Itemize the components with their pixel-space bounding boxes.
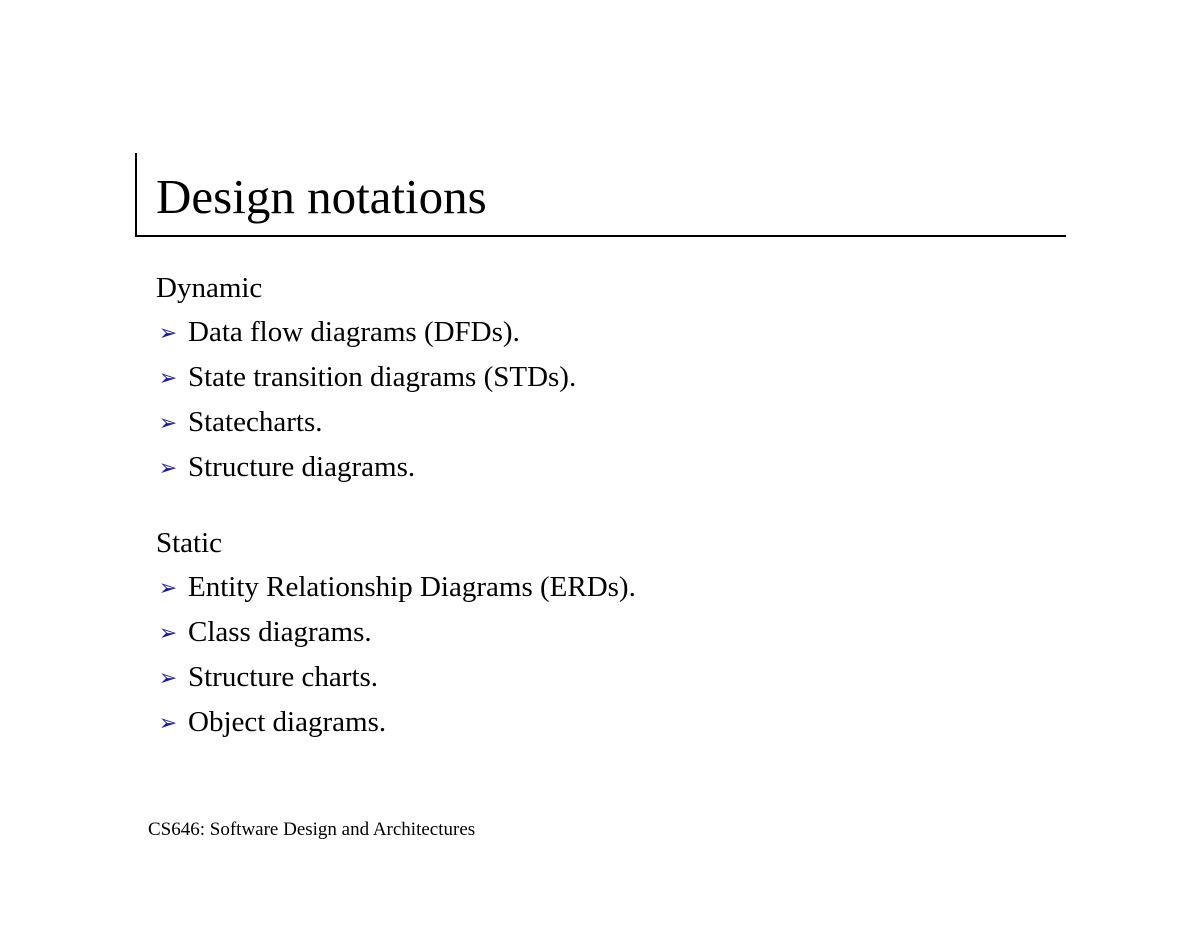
arrow-right-icon: ➢ <box>158 664 178 690</box>
list-item-text: Statecharts. <box>188 406 323 438</box>
list-item <box>156 445 576 490</box>
list-item-text: State transition diagrams (STDs). <box>188 361 577 393</box>
arrow-right-icon: ➢ <box>158 619 178 645</box>
list-item-text: Structure diagrams. <box>188 451 416 483</box>
arrow-right-icon: ➢ <box>158 454 178 480</box>
list-item <box>156 565 636 610</box>
list-item <box>156 355 576 400</box>
slide-title: Design notations <box>156 169 487 224</box>
list-item <box>156 310 576 355</box>
section-heading-dynamic: Dynamic <box>156 272 263 304</box>
list-item <box>156 700 636 745</box>
list-item-text: Entity Relationship Diagrams (ERDs). <box>188 571 636 603</box>
section-heading-static: Static <box>156 527 223 559</box>
slide-footer: CS646: Software Design and Architectures <box>148 819 476 840</box>
list-item <box>156 610 636 655</box>
arrow-right-icon: ➢ <box>158 574 178 600</box>
arrow-right-icon: ➢ <box>158 364 178 390</box>
list-item-text: Data flow diagrams (DFDs). <box>188 316 520 348</box>
list-item-text: Class diagrams. <box>188 616 372 648</box>
static-list <box>156 565 636 745</box>
arrow-right-icon: ➢ <box>158 409 178 435</box>
arrow-right-icon: ➢ <box>158 709 178 735</box>
list-item-text: Object diagrams. <box>188 706 387 738</box>
dynamic-list <box>156 310 576 490</box>
list-item <box>156 400 576 445</box>
list-item <box>156 655 636 700</box>
arrow-right-icon: ➢ <box>158 319 178 345</box>
list-item-text: Structure charts. <box>188 661 379 693</box>
